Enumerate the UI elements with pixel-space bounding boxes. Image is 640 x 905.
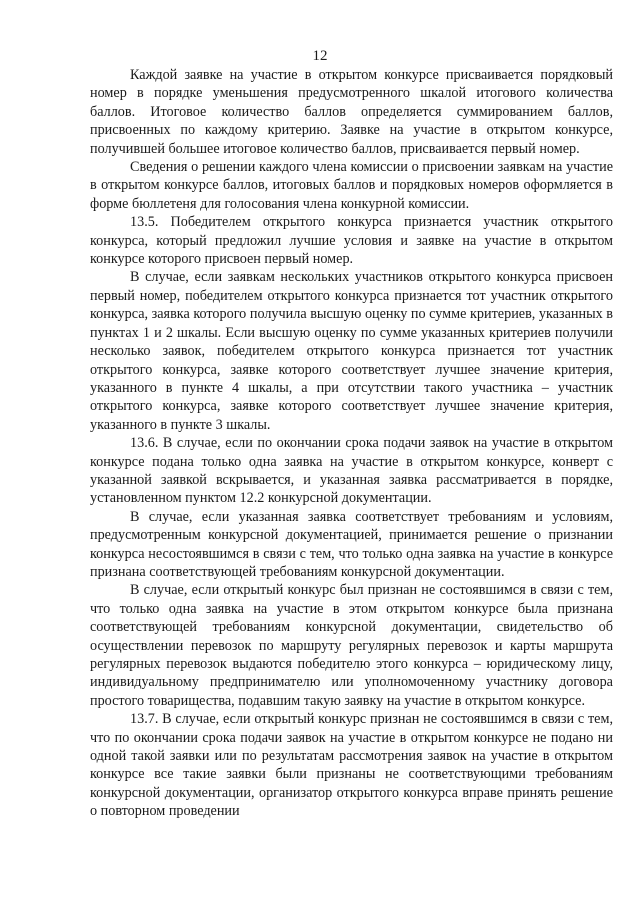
paragraph-single-application: В случае, если указанная заявка соответствует требованиям и условиям, предусмотренным конкурсной документацией, принимается решение о признании конкурса несостоявшимся в связи с тем, что только одна заявка на участие в конкурсе признана соответствующей требованиям конкурсной документации. (90, 508, 613, 580)
paragraph-13-6: 13.6. В случае, если по окончании срока подачи заявок на участие в открытом конкурсе подана только одна заявка на участие в открытом конкурсе, конверт с указанной заявкой вскрывается, и указанная заявка рассматривается в порядке, установленном пунктом 12.2 конкурсной документации. (90, 435, 613, 507)
paragraph-13-5: 13.5. Победителем открытого конкурса признается участник открытого конкурса, который предложил лучшие условия и заявке на участие в открытом конкурсе которого присвоен первый номер. (90, 214, 613, 268)
page-number: 12 (312, 48, 328, 64)
paragraph-13-7: 13.7. В случае, если открытый конкурс признан не состоявшимся в связи с тем, что по окончании срока подачи заявок на участие в открытом конкурсе не подано ни одной такой заявки или по результатам рассмотрения заявок на участие в открытом конкурсе все такие заявки были признаны не соответствующими требованиям конкурсной документации, организатор открытого конкурса вправе принять решение о повторном проведении (90, 711, 613, 820)
paragraph-tie-break: В случае, если заявкам нескольких участников открытого конкурса присвоен первый номер, победителем открытого конкурса признается тот участник открытого конкурса, заявка которого получила высшую оценку по сумме критериев, указанных в пунктах 1 и 2 шкалы. Если высшую оценку по сумме указанных критериев получили несколько заявок, победителем открытого конкурса признается тот участник открытого конкурса, заявке которого соответствует лучшее значение критерия, указанного в пункте 4 шкалы, а при отсутствии такого участника – участник открытого конкурса, заявке которого соответствует лучшее значение критерия, указанного в пункте 3 шкалы. (90, 269, 613, 433)
paragraph-ballot: Сведения о решении каждого члена комиссии о присвоении заявкам на участие в открытом конкурсе баллов, итоговых баллов и порядковых номеров оформляется в форме бюллетеня для голосования члена конкурной комиссии. (90, 159, 613, 212)
document-body (90, 66, 613, 821)
paragraph-certificate-issue: В случае, если открытый конкурс был признан не состоявшимся в связи с тем, что только одна заявка на участие в этом открытом конкурсе была признана соответствующей требованиям конкурсной документации, свидетельство об осуществлении перевозок по маршруту регулярных перевозок и карты маршрута регулярных перевозок выдаются победителю этого конкурса – юридическому лицу, индивидуальному предпринимателю или уполномоченному участнику договора простого товарищества, подавшим такую заявку на участие в открытом конкурсе. (90, 582, 613, 709)
paragraph-ranking: Каждой заявке на участие в открытом конкурсе присваивается порядковый номер в порядке уменьшения предусмотренного шкалой итогового количества баллов. Итоговое количество баллов определяется суммированием баллов, присвоенных по каждому критерию. Заявке на участие в открытом конкурсе, получившей большее итоговое количество баллов, присваивается первый номер. (90, 67, 613, 157)
